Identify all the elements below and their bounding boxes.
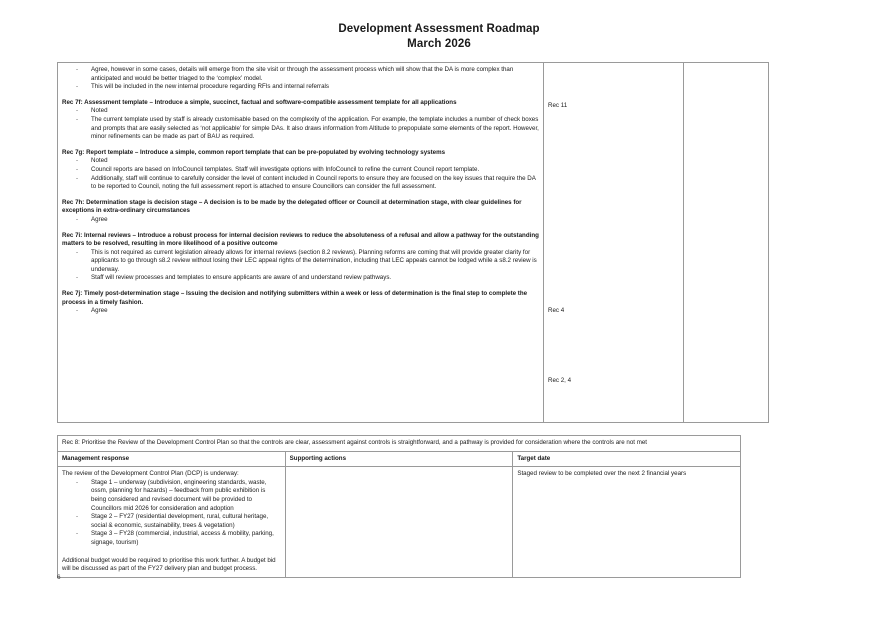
supporting-actions-cell [544, 63, 684, 423]
recommendation-heading: Rec 7g: Report template – Introduce a simple, common report template that can be pre-populated by evolving technology systems [62, 148, 446, 156]
page-number: 6 [57, 574, 61, 581]
table-row [58, 467, 741, 578]
response-item-list [62, 307, 539, 316]
list-item: - Additionally, staff will continue to carefully consider the level of content included in Council reports to ensure they are focused on the key issues that require the DA to be reported to Council, noting the full assessment report is attached to ensure Councillors can consider the full assessment. [76, 175, 539, 192]
list-item: - Agree [76, 216, 539, 225]
management-response-cell [58, 467, 286, 578]
spacer [62, 92, 539, 99]
supporting-action-ref: Rec 4 [548, 307, 565, 314]
column-header-supporting-actions: Supporting actions [285, 451, 513, 467]
response-item-list [62, 479, 281, 548]
supporting-action-ref: Rec 11 [548, 102, 568, 109]
spacer [62, 192, 539, 199]
list-item: - Stage 1 – underway (subdivision, engineering standards, waste, ossm, planning for hazards) – feedback from public exhibition is being considered and revised document will be provided to Councillors mid 2026 for consideration and adoption [76, 479, 281, 513]
recommendation-heading: Rec 7j: Timely post-determination stage – Issuing the decision and notifying submitters within a week or less of determination is the final step to complete the process in a timely fashion. [62, 290, 528, 306]
table-header-row [58, 451, 741, 467]
list-item: - Stage 2 – FY27 (residential development, rural, cultural heritage, social & economic, sustainability, trees & vegetation) [76, 513, 281, 530]
spacer [62, 225, 539, 232]
list-item: - Council reports are based on InfoCouncil templates. Staff will investigate options with InfoCouncil to refine the current Council report template. [76, 166, 539, 175]
response-item-list [62, 249, 539, 283]
recommendation-heading: Rec 7i: Internal reviews – Introduce a robust process for internal decision reviews to reduce the absoluteness of a refusal and allow a pathway for the outstanding matters to be resolved, resulting in more likelihood of a positive outcome [62, 231, 539, 248]
response-item-list [62, 107, 539, 141]
management-response-cell [58, 63, 544, 423]
list-item: - Agree [76, 307, 539, 316]
list-item: - Noted [76, 157, 539, 166]
response-item-list [62, 66, 539, 92]
column-header-target-date: Target date [513, 451, 741, 467]
recommendation-heading: Rec 7h: Determination stage is decision stage – A decision is to be made by the delegated officer or Council at determination stage, with clear guidelines for exceptions in extra-ordinary circumstances [62, 198, 522, 215]
table-row [58, 63, 769, 423]
list-item: - Agree, however in some cases, details will emerge from the site visit or through the assessment process which will show that the DA is more complex than anticipated and would be better triaged to the ‘complex’ model. [76, 66, 539, 83]
page-title: Development Assessment Roadmap [338, 23, 540, 35]
response-closing: Additional budget would be required to prioritise this work further. A budget bid will be discussed as part of the FY27 delivery plan and budget process. [62, 556, 276, 573]
spacer [62, 283, 539, 290]
rec-8-table [57, 435, 741, 578]
spacer [62, 142, 539, 149]
list-item: - This is not required as current legislation already allows for internal reviews (section 8.2 reviews). Planning reforms are coming that will provide greater clarity for applicants to go through s8.2 review without losing their LEC appeal rights of the determination, including that LEC appeals cannot be lodged while a s8.2 review is underway. [76, 249, 539, 275]
column-header-management-response: Management response [58, 451, 286, 467]
target-date-cell: Staged review to be completed over the next 2 financial years [513, 467, 741, 578]
supporting-action-ref: Rec 2, 4 [548, 377, 572, 384]
response-item-list [62, 216, 539, 225]
page-subtitle: March 2026 [407, 38, 471, 50]
target-date-cell [684, 63, 769, 423]
list-item: - Staff will review processes and templates to ensure applicants are aware of and understand review pathways. [76, 274, 539, 283]
list-item: - Noted [76, 107, 539, 116]
table-row-recommendation-title [58, 436, 741, 452]
recommendation-title-cell: Rec 8: Prioritise the Review of the Development Control Plan so that the controls are clear, assessment against controls is straightforward, and a pathway is provided for consideration where the controls are not met [58, 436, 741, 452]
list-item: - Stage 3 – FY28 (commercial, industrial, access & mobility, parking, signage, tourism) [76, 530, 281, 547]
list-item: - The current template used by staff is already customisable based on the complexity of the application. For example, the template includes a number of check boxes and prompts that are easily selected as ‘not applicable’ for simple DAs. It also draws information from Altitude to prepopulate some elements of the report. However, minor refinements can be made as part of BAU as required. [76, 116, 539, 142]
management-response-table-continued [57, 62, 769, 423]
response-intro: The review of the Development Control Plan (DCP) is underway: [62, 470, 239, 478]
response-item-list [62, 157, 539, 191]
document-header [0, 0, 878, 52]
supporting-actions-cell [285, 467, 513, 578]
recommendation-heading: Rec 7f: Assessment template – Introduce a simple, succinct, factual and software-compatible assessment template for all applications [62, 98, 457, 106]
list-item: - This will be included in the new internal procedure regarding RFIs and internal referrals [76, 83, 539, 92]
